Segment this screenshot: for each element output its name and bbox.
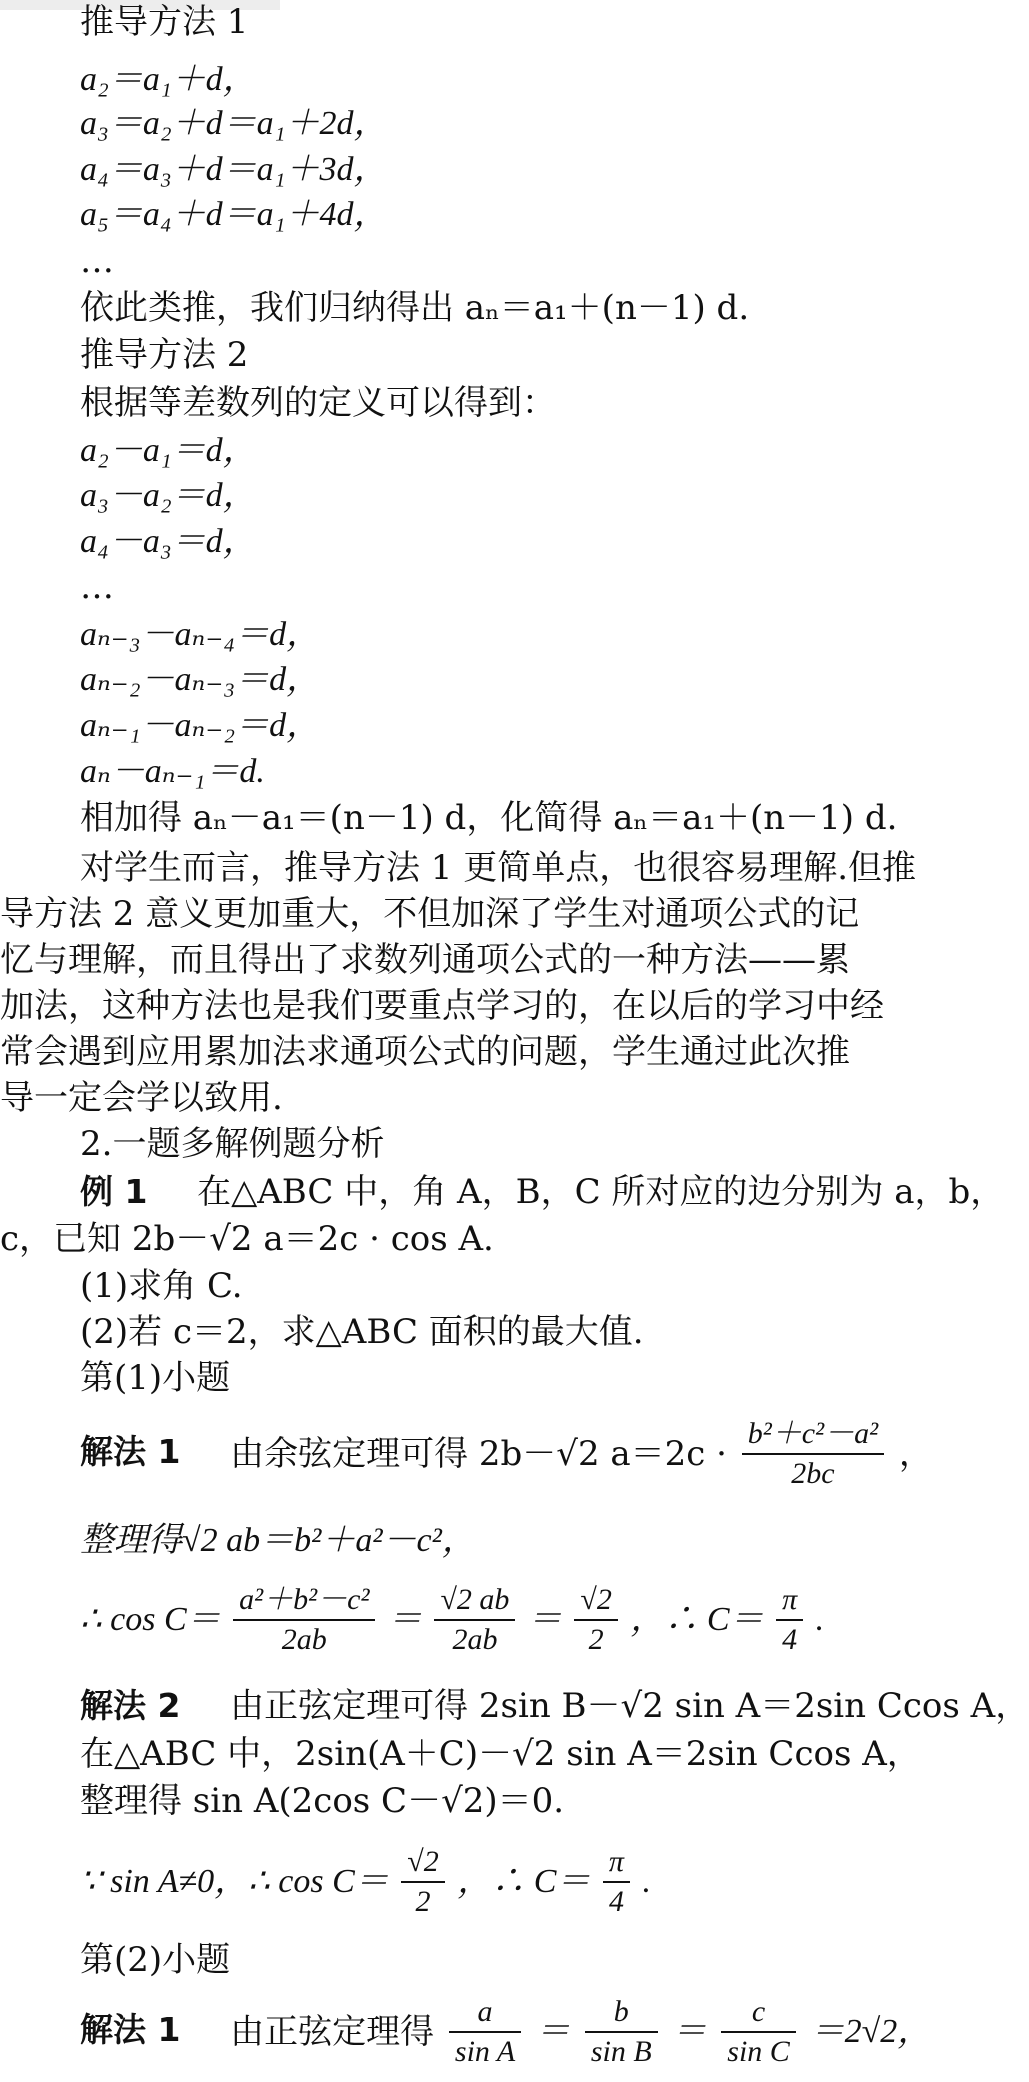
- paragraph-line: [0, 1076, 942, 1120]
- text-content: 推导方法 2: [80, 335, 249, 375]
- solution-line: [0, 1412, 1022, 1492]
- equation-line: [0, 148, 1022, 192]
- paragraph-text: 忆与理解，而且得出了求数列通项公式的一种方法——累: [0, 940, 850, 980]
- fraction-denominator: 4: [782, 1623, 798, 1657]
- paragraph-line: [0, 846, 1022, 890]
- equation-text: ，∴ C＝: [457, 1863, 591, 1901]
- equation-text: .: [815, 1601, 825, 1639]
- equation-text: ＝2√2，: [810, 2013, 932, 2050]
- solution-text: ，: [898, 1434, 933, 1474]
- equation-line: [0, 1732, 1022, 1776]
- equation-text: a₂＝a₁＋d，: [80, 61, 257, 98]
- solution-line: [0, 1684, 1029, 1728]
- paragraph-line: [0, 984, 942, 1028]
- equation-line: [0, 1779, 1022, 1823]
- paragraph-text: 常会遇到应用累加法求通项公式的问题，学生通过此次推: [0, 1032, 850, 1072]
- fraction-numerator: a²＋b²－c²: [233, 1581, 375, 1621]
- text-line: [0, 333, 1022, 377]
- question-text: (2)若 c＝2，求△ABC 面积的最大值.: [80, 1312, 644, 1352]
- fraction: [401, 1843, 444, 1921]
- equation-text: 整理得√2 ab＝b²＋a²－c²，: [80, 1522, 476, 1559]
- fraction-denominator: sin A: [454, 2035, 516, 2068]
- fraction: [742, 1415, 884, 1493]
- subquestion-heading: [0, 1938, 1022, 1982]
- fraction: [585, 1993, 658, 2071]
- ellipsis-text: …: [80, 241, 114, 281]
- equation-text: 整理得 sin A(2cos C－√2)＝0.: [80, 1781, 565, 1821]
- fraction-denominator: sin B: [590, 2035, 652, 2068]
- question-line: [0, 1310, 1022, 1354]
- fraction-denominator: 2ab: [452, 1623, 498, 1657]
- equation-text: ＝: [536, 2013, 570, 2050]
- equation-line: [0, 429, 1022, 473]
- text-content: 根据等差数列的定义可以得到：: [80, 383, 556, 423]
- paragraph-text: 加法，这种方法也是我们要重点学习的，在以后的学习中经: [0, 986, 884, 1026]
- fraction: [233, 1581, 375, 1659]
- example-label: 例 1: [80, 1172, 148, 1211]
- fraction: [721, 1993, 796, 2071]
- fraction-denominator: 2ab: [281, 1623, 327, 1657]
- equation-text: a₂－a₁＝d，: [80, 432, 257, 469]
- equation-text: ，∴ C＝: [630, 1601, 764, 1639]
- example-line: [0, 1170, 1022, 1214]
- equation-line: [0, 1519, 1022, 1563]
- question-text: (1)求角 C.: [80, 1266, 243, 1306]
- paragraph-text: 对学生而言，推导方法 1 更简单点，也很容易理解.但推: [80, 848, 917, 888]
- equation-line: [0, 193, 1022, 237]
- equation-text: ∵ sin A≠0，∴ cos C＝: [80, 1863, 389, 1901]
- text-content: 相加得 aₙ－a₁＝(n－1) d，化简得 aₙ＝a₁＋(n－1) d.: [80, 798, 898, 838]
- fraction-denominator: sin C: [727, 2035, 790, 2068]
- equation-text: .: [642, 1863, 651, 1901]
- text-line: [0, 381, 1022, 425]
- text-line: [0, 796, 1022, 840]
- fraction-numerator: c: [721, 1993, 796, 2033]
- fraction: [574, 1581, 617, 1659]
- fraction-denominator: 4: [608, 1885, 624, 1919]
- fraction-denominator: 2bc: [791, 1457, 835, 1490]
- paragraph-text: 导一定会学以致用.: [0, 1078, 283, 1118]
- equation-line: [0, 750, 1022, 794]
- equation-text: ＝: [387, 1601, 422, 1639]
- equation-text: ＝: [672, 2013, 707, 2050]
- equation-line: [0, 704, 1022, 748]
- question-line: [0, 1264, 1022, 1308]
- equation-line: [0, 613, 1022, 657]
- equation-line: [0, 102, 1022, 146]
- subquestion-heading: [0, 1356, 1022, 1400]
- fraction-numerator: b²＋c²－a²: [742, 1415, 884, 1455]
- equation-text: aₙ₋₃－aₙ₋₄＝d，: [80, 616, 321, 653]
- fraction-numerator: b: [585, 1993, 658, 2033]
- fraction-numerator: π: [776, 1581, 803, 1621]
- fraction-numerator: √2: [574, 1581, 617, 1621]
- solution-text: 由正弦定理得: [230, 2012, 435, 2052]
- subquestion-text: 第(2)小题: [80, 1940, 231, 1980]
- equation-text: a₃＝a₂＋d＝a₁＋2d，: [80, 105, 388, 142]
- text-line: [0, 286, 1022, 330]
- fraction: [603, 1843, 630, 1921]
- text-line: [0, 0, 1022, 44]
- equation-text: aₙ₋₁－aₙ₋₂＝d，: [80, 707, 321, 744]
- example-line: [0, 1217, 942, 1261]
- section-heading: [0, 1122, 1022, 1166]
- fraction: [449, 1993, 521, 2071]
- solution-label: 解法 1: [80, 2010, 181, 2049]
- solution-label: 解法 2: [80, 1686, 181, 1725]
- ellipsis-line: [0, 565, 1022, 609]
- fraction-numerator: √2 ab: [434, 1581, 515, 1621]
- subquestion-text: 第(1)小题: [80, 1358, 231, 1398]
- solution-text: 由余弦定理可得 2b－√2 a＝2c ·: [230, 1434, 727, 1474]
- equation-line: [0, 474, 1022, 518]
- equation-line: [0, 1838, 1022, 1922]
- paragraph-text: 导方法 2 意义更加重大，不但加深了学生对通项公式的记: [0, 894, 860, 934]
- equation-line: [0, 658, 1022, 702]
- solution-label: 解法 1: [80, 1432, 181, 1471]
- fraction-numerator: √2: [401, 1843, 444, 1883]
- equation-text: ＝: [527, 1601, 562, 1639]
- equation-text: a₃－a₂＝d，: [80, 477, 257, 514]
- fraction-numerator: π: [603, 1843, 630, 1883]
- paragraph-line: [0, 892, 942, 936]
- text-line-0: 推导方法 1: [80, 2, 249, 42]
- paragraph-line: [0, 1030, 942, 1074]
- fraction-numerator: a: [449, 1993, 521, 2033]
- equation-line: [0, 1576, 1022, 1660]
- section-heading-text: 2.一题多解例题分析: [80, 1124, 385, 1164]
- equation-text: 在△ABC 中，2sin(A＋C)－√2 sin A＝2sin Ccos A，: [80, 1734, 921, 1774]
- ellipsis-line: [0, 239, 1022, 283]
- ellipsis-text: …: [80, 567, 114, 607]
- equation-text: aₙ－aₙ₋₁＝d.: [80, 753, 265, 790]
- example-text: 在△ABC 中，角 A，B，C 所对应的边分别为 a，b，: [197, 1172, 1005, 1212]
- equation-text: a₄＝a₃＋d＝a₁＋3d，: [80, 151, 388, 188]
- text-content: 依此类推，我们归纳得出 aₙ＝a₁＋(n－1) d.: [80, 288, 750, 328]
- equation-line: [0, 520, 1022, 564]
- fraction: [434, 1581, 515, 1659]
- example-text: c，已知 2b－√2 a＝2c · cos A.: [0, 1219, 494, 1259]
- fraction-denominator: 2: [415, 1885, 431, 1919]
- solution-line: [0, 1986, 1022, 2074]
- solution-text: 由正弦定理可得 2sin B－√2 sin A＝2sin Ccos A，: [230, 1686, 1029, 1726]
- equation-text: aₙ₋₂－aₙ₋₃＝d，: [80, 661, 321, 698]
- paragraph-line: [0, 938, 942, 982]
- fraction: [776, 1581, 803, 1659]
- equation-text: ∴ cos C＝: [80, 1601, 221, 1639]
- equation-text: a₅＝a₄＋d＝a₁＋4d，: [80, 196, 388, 233]
- fraction-denominator: 2: [588, 1623, 604, 1657]
- equation-text: a₄－a₃＝d，: [80, 523, 257, 560]
- equation-line: [0, 58, 1022, 102]
